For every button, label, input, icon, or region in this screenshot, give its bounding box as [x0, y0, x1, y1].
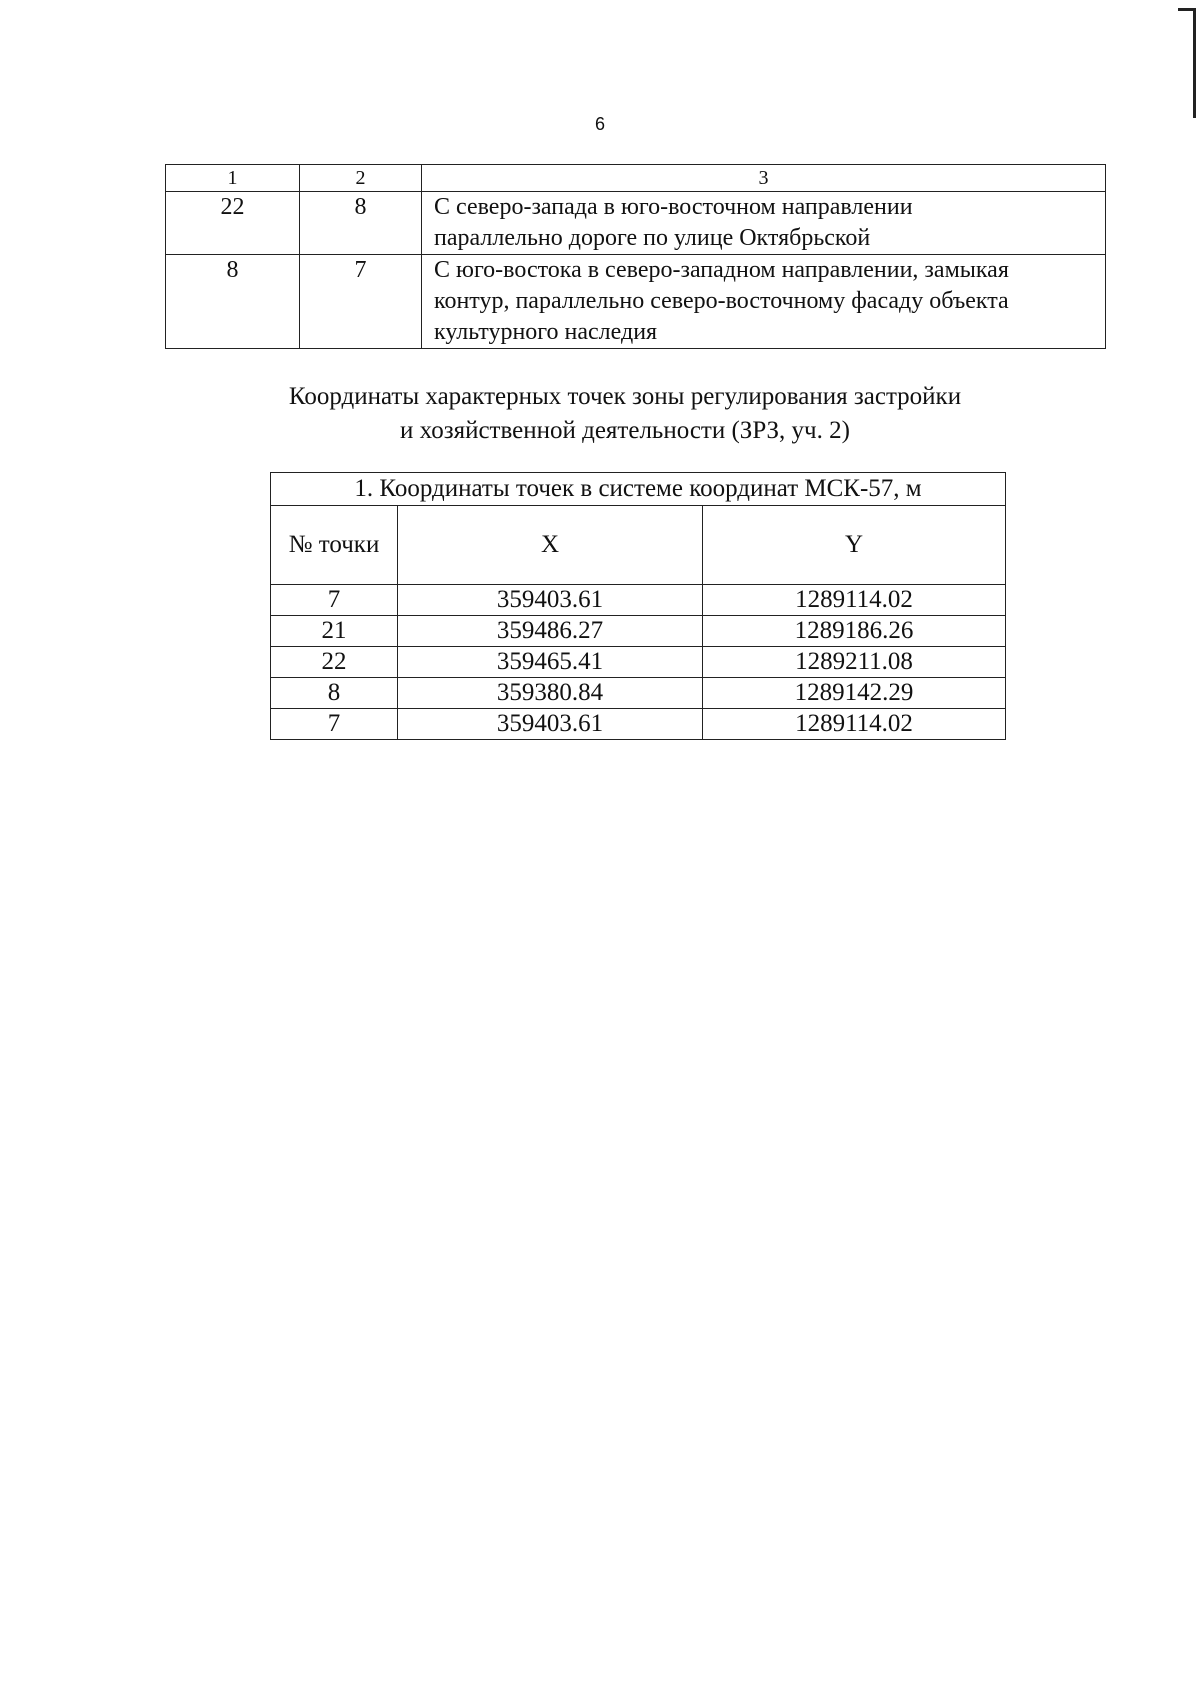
y-value: 1289142.29 [703, 678, 1006, 709]
section-title-line: Координаты характерных точек зоны регулирования застройки [288, 383, 962, 410]
description-line: культурного наследия [434, 319, 658, 345]
y-value: 1289211.08 [703, 647, 1006, 678]
column-number-2: 2 [300, 165, 422, 192]
table-row [271, 616, 1006, 647]
table-row [166, 192, 1106, 255]
section-title-line: и хозяйственной деятельности (ЗРЗ, уч. 2) [400, 417, 850, 444]
column-number-3: 3 [422, 165, 1106, 192]
x-value: 359403.61 [398, 585, 703, 616]
coordinates-table [270, 472, 1006, 740]
route-description-table [165, 164, 1106, 349]
table-caption: 1. Координаты точек в системе координат МСК-57, м [271, 473, 1006, 506]
table-row [271, 647, 1006, 678]
description-line: С северо-запада в юго-восточном направлении [434, 194, 913, 220]
point-number: 7 [271, 585, 398, 616]
to-point: 8 [300, 192, 422, 255]
point-number: 22 [271, 647, 398, 678]
from-point: 22 [166, 192, 300, 255]
table-caption-row [271, 473, 1006, 506]
page-number: 6 [594, 114, 605, 134]
column-number-1: 1 [166, 165, 300, 192]
y-value: 1289114.02 [703, 709, 1006, 740]
header-y: Y [703, 506, 1006, 585]
to-point: 7 [300, 255, 422, 349]
table-row [271, 709, 1006, 740]
description-line: контур, параллельно северо-восточному фасаду объекта [434, 288, 1009, 314]
description-line: С юго-востока в северо-западном направлении, замыкая [434, 257, 1009, 283]
y-value: 1289186.26 [703, 616, 1006, 647]
scan-edge-mark [1193, 8, 1196, 118]
x-value: 359486.27 [398, 616, 703, 647]
from-point: 8 [166, 255, 300, 349]
header-point-number: № точки [271, 506, 398, 585]
x-value: 359465.41 [398, 647, 703, 678]
section-title [0, 380, 1200, 448]
table-row [271, 585, 1006, 616]
route-description [422, 192, 1106, 255]
scan-edge-tick [1178, 8, 1196, 11]
table-row [166, 255, 1106, 349]
description-line: параллельно дороге по улице Октябрьской [434, 225, 871, 251]
table-header-row [271, 506, 1006, 585]
table-row [271, 678, 1006, 709]
point-number: 21 [271, 616, 398, 647]
x-value: 359380.84 [398, 678, 703, 709]
route-description [422, 255, 1106, 349]
x-value: 359403.61 [398, 709, 703, 740]
point-number: 7 [271, 709, 398, 740]
y-value: 1289114.02 [703, 585, 1006, 616]
header-x: X [398, 506, 703, 585]
point-number: 8 [271, 678, 398, 709]
table-header-row [166, 165, 1106, 192]
